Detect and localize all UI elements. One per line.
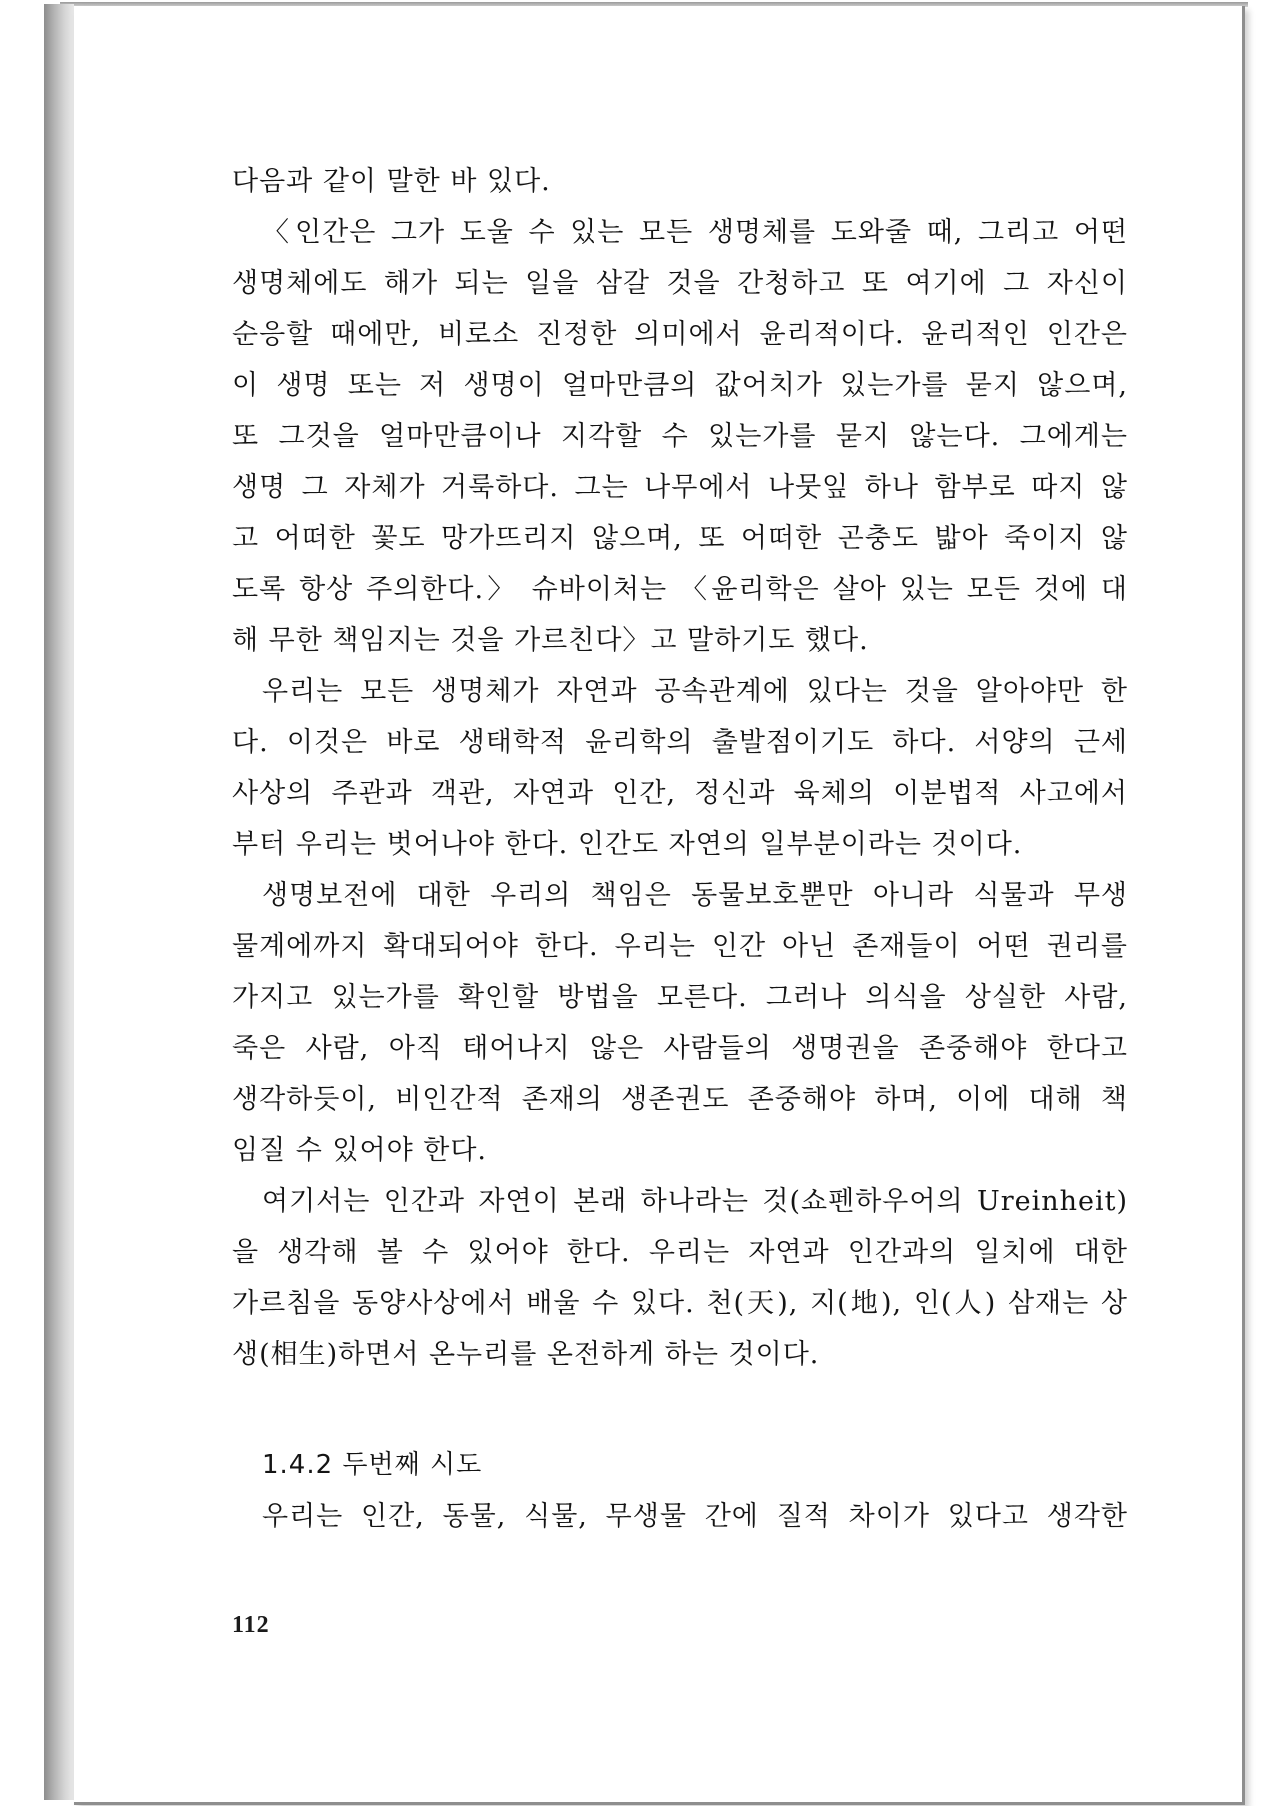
text-line: 을 생각해 볼 수 있어야 한다. 우리는 자연과 인간과의 일치에 대한 [232,1237,1128,1268]
text-line: 생명보전에 대한 우리의 책임은 동물보호뿐만 아니라 식물과 무생 [262,880,1128,911]
text-line: 가지고 있는가를 확인할 방법을 모른다. 그러나 의식을 상실한 사람, [232,982,1128,1013]
text-line: 생명체에도 해가 되는 일을 삼갈 것을 간청하고 또 여기에 그 자신이 [232,268,1128,299]
text-line: 물계에까지 확대되어야 한다. 우리는 인간 아닌 존재들이 어떤 권리를 [232,931,1128,962]
body-text [232,156,1128,1542]
text-line: 〈인간은 그가 도울 수 있는 모든 생명체를 도와줄 때, 그리고 어떤 [262,217,1128,248]
text-line: 사상의 주관과 객관, 자연과 인간, 정신과 육체의 이분법적 사고에서 [232,778,1128,809]
text-line: 가르침을 동양사상에서 배울 수 있다. 천(天), 지(地), 인(人) 삼재는 상 [232,1288,1128,1319]
section-heading: 1.4.2 두번째 시도 [262,1450,483,1480]
text-line: 다. 이것은 바로 생태학적 윤리학의 출발점이기도 하다. 서양의 근세 [232,727,1128,758]
text-line: 도록 항상 주의한다.〉 슈바이처는 〈윤리학은 살아 있는 모든 것에 대 [232,574,1128,605]
text-line: 여기서는 인간과 자연이 본래 하나라는 것(쇼펜하우어의 Ureinheit) [262,1186,1128,1217]
page-stack-edge [44,4,74,1800]
text-line: 순응할 때에만, 비로소 진정한 의미에서 윤리적이다. 윤리적인 인간은 [232,319,1128,350]
text-line: 우리는 인간, 동물, 식물, 무생물 간에 질적 차이가 있다고 생각한 [262,1501,1128,1532]
page-number: 112 [232,1612,270,1638]
text-line: 생명 그 자체가 거룩하다. 그는 나무에서 나뭇잎 하나 함부로 따지 않 [232,472,1128,503]
text-line: 고 어떠한 꽃도 망가뜨리지 않으며, 또 어떠한 곤충도 밟아 죽이지 않 [232,523,1128,554]
text-line: 이 생명 또는 저 생명이 얼마만큼의 값어치가 있는가를 묻지 않으며, [232,370,1128,401]
text-line: 우리는 모든 생명체가 자연과 공속관계에 있다는 것을 알아야만 한 [262,676,1128,707]
text-line: 죽은 사람, 아직 태어나지 않은 사람들의 생명권을 존중해야 한다고 [232,1033,1128,1064]
text-line: 생각하듯이, 비인간적 존재의 생존권도 존중해야 하며, 이에 대해 책 [232,1084,1128,1115]
text-line: 임질 수 있어야 한다. [232,1135,487,1166]
section-gap [232,1380,1128,1440]
text-line: 생(相生)하면서 온누리를 온전하게 하는 것이다. [232,1339,820,1370]
text-line: 해 무한 책임지는 것을 가르친다〉고 말하기도 했다. [232,625,869,656]
text-line: 또 그것을 얼마만큼이나 지각할 수 있는가를 묻지 않는다. 그에게는 [232,421,1128,452]
text-line: 다음과 같이 말한 바 있다. [232,166,551,197]
text-line: 부터 우리는 벗어나야 한다. 인간도 자연의 일부분이라는 것이다. [232,829,1023,860]
